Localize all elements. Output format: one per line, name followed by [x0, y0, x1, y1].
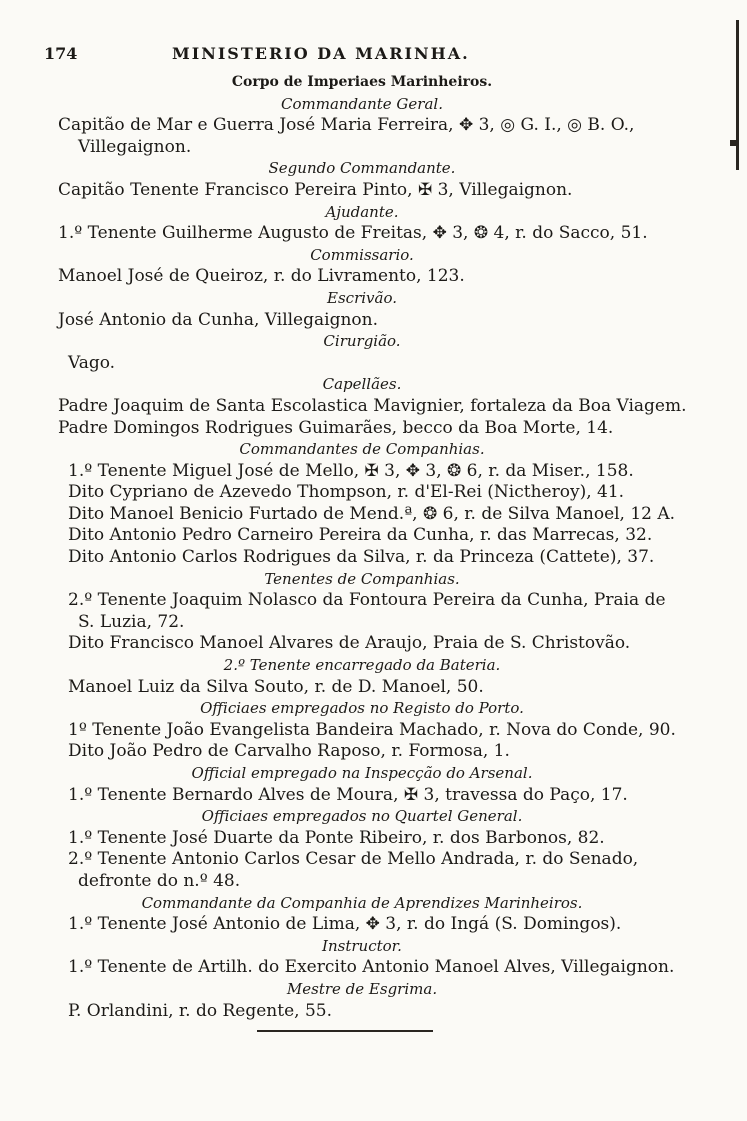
roster-line: 1.º Tenente Bernardo Alves de Moura, ✠ 3, travessa do Paço, 17. [68, 784, 628, 805]
roster-line: S. Luzia, 72. [78, 611, 185, 632]
section-heading: Cirurgião. [323, 332, 401, 351]
roster-line: 1º Tenente João Evangelista Bandeira Machado, r. Nova do Conde, 90. [68, 719, 676, 740]
roster-line: 2.º Tenente Joaquim Nolasco da Fontoura Pereira da Cunha, Praia de [68, 590, 666, 611]
roster-line: Dito Francisco Manoel Alvares de Araujo, Praia de S. Christovão. [68, 633, 631, 654]
section-heading: Instructor. [322, 936, 402, 955]
roster-line: Villegaignon. [78, 136, 192, 157]
closing-rule [257, 1030, 433, 1032]
roster-line: José Antonio da Cunha, Villegaignon. [58, 309, 378, 330]
page-body [44, 72, 687, 1022]
roster-line: P. Orlandini, r. do Regente, 55. [68, 1000, 332, 1021]
roster-line: 2.º Tenente Antonio Carlos Cesar de Mello Andrada, r. do Senado, [68, 849, 639, 870]
running-head: MINISTERIO DA MARINHA. [172, 44, 470, 63]
roster-line: Padre Joaquim de Santa Escolastica Mavignier, fortaleza da Boa Viagem. [58, 395, 687, 416]
roster-line: Dito Cypriano de Azevedo Thompson, r. d'El-Rei (Nictheroy), 41. [68, 482, 625, 503]
section-heading: Capellães. [322, 375, 402, 394]
page-number: 174 [44, 44, 78, 63]
section-heading: Escrivão. [327, 288, 397, 307]
roster-line: Capitão de Mar e Guerra José Maria Ferreira, ✥ 3, ◎ G. I., ◎ B. O., [58, 115, 635, 136]
section-heading: Commissario. [310, 245, 414, 264]
section-heading: Segundo Commandante. [268, 159, 456, 178]
roster-line: Dito Antonio Pedro Carneiro Pereira da Cunha, r. das Marrecas, 32. [68, 525, 653, 546]
roster-line: Dito Antonio Carlos Rodrigues da Silva, r. da Princeza (Cattete), 37. [68, 547, 655, 568]
page-subtitle: Corpo de Imperiaes Marinheiros. [231, 74, 493, 90]
section-heading: 2.º Tenente encarregado da Bateria. [223, 656, 501, 675]
roster-line: Capitão Tenente Francisco Pereira Pinto, ✠ 3, Villegaignon. [58, 179, 573, 200]
roster-line: Dito João Pedro de Carvalho Raposo, r. Formosa, 1. [68, 741, 510, 762]
roster-line: 1.º Tenente de Artilh. do Exercito Antonio Manoel Alves, Villegaignon. [68, 957, 675, 978]
roster-line: Padre Domingos Rodrigues Guimarães, becco da Boa Morte, 14. [58, 417, 614, 438]
roster-line: Manoel Luiz da Silva Souto, r. de D. Manoel, 50. [68, 676, 484, 697]
roster-line: 1.º Tenente Guilherme Augusto de Freitas, ✥ 3, ❂ 4, r. do Sacco, 51. [58, 223, 648, 244]
section-heading: Ajudante. [325, 202, 399, 221]
page-edge-mark [736, 20, 739, 170]
section-heading: Commandantes de Companhias. [239, 440, 485, 459]
section-heading: Commandante Geral. [281, 94, 443, 113]
roster-line: 1.º Tenente José Duarte da Ponte Ribeiro, r. dos Barbonos, 82. [68, 827, 605, 848]
section-heading: Commandante da Companhia de Aprendizes Marinheiros. [141, 893, 583, 912]
section-heading: Officiaes empregados no Quartel General. [201, 807, 523, 826]
page-header [44, 44, 656, 64]
roster-line: Vago. [68, 352, 116, 373]
section-heading: Mestre de Esgrima. [286, 979, 438, 998]
roster-line: 1.º Tenente Miguel José de Mello, ✠ 3, ✥ 3, ❂ 6, r. da Miser., 158. [68, 460, 634, 481]
roster-line: Manoel José de Queiroz, r. do Livramento, 123. [58, 266, 465, 287]
section-heading: Tenentes de Companhias. [264, 569, 460, 588]
section-heading: Officiaes empregados no Registo do Porto. [200, 699, 524, 718]
roster-line: Dito Manoel Benicio Furtado de Mend.ª, ❂ 6, r. de Silva Manoel, 12 A. [68, 503, 676, 524]
section-heading: Official empregado na Inspecção do Arsenal. [191, 764, 533, 782]
roster-line: 1.º Tenente José Antonio de Lima, ✥ 3, r. do Ingá (S. Domingos). [68, 914, 622, 935]
roster-line: defronte do n.º 48. [78, 870, 241, 891]
